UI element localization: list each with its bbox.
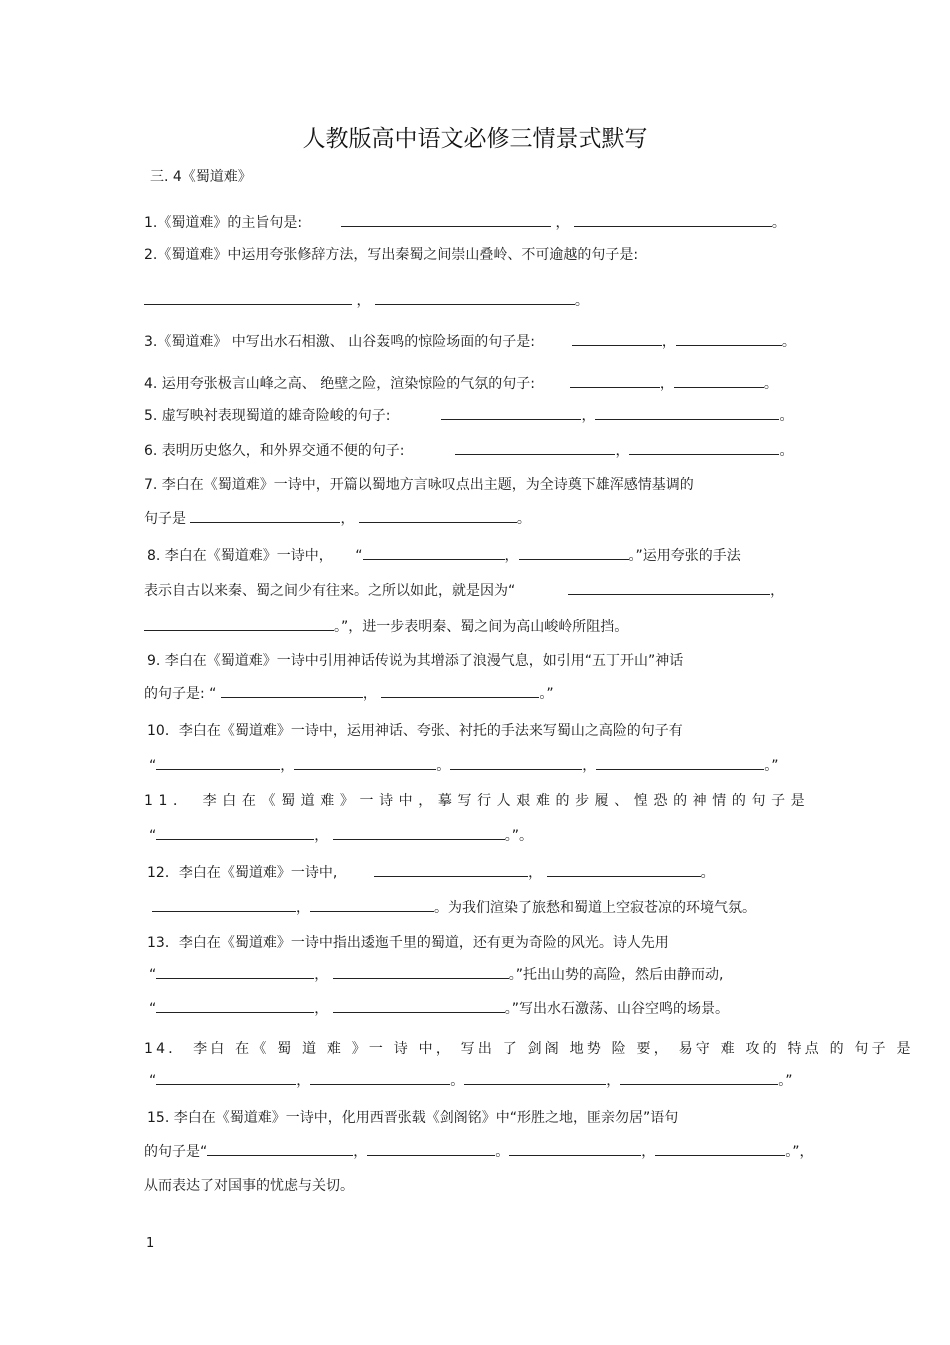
question-text: 。为我们渲染了旅愁和蜀道上空寂苍凉的环境气氛。: [434, 900, 756, 916]
punct: ，: [641, 1144, 656, 1160]
punct: ，: [504, 548, 519, 564]
punct: “: [149, 1001, 157, 1017]
punct: ，: [661, 334, 676, 350]
question-5: [144, 405, 793, 426]
answer-blank[interactable]: [547, 862, 701, 877]
question-10-answers: [144, 755, 779, 776]
punct: ，: [581, 408, 596, 424]
question-text: 7. 李白在《蜀道难》一诗中，开篇以蜀地方言咏叹点出主题，为全诗奠下雄浑感情基调的: [144, 477, 694, 493]
punct: 。: [779, 408, 794, 424]
question-1: [144, 212, 786, 233]
punct: “: [149, 828, 157, 844]
punct: 。: [436, 758, 451, 774]
punct: 。”，: [785, 1144, 814, 1160]
question-text: 。”托出山势的高险，然后由静而动,: [508, 967, 724, 983]
answer-blank[interactable]: [568, 580, 770, 595]
question-7: [144, 475, 694, 495]
question-11: [144, 791, 810, 811]
punct: 。”: [539, 686, 554, 702]
question-10: [144, 721, 683, 741]
answer-blank[interactable]: [596, 755, 764, 770]
punct: 。: [771, 215, 786, 231]
answer-blank[interactable]: [570, 373, 660, 388]
answer-blank[interactable]: [450, 755, 582, 770]
question-text: 的句子是“: [144, 1144, 208, 1160]
question-3: [144, 331, 796, 352]
question-text: 11． 李白在《蜀道难》一诗中，摹写行人艰难的步履、惶恐的神情的句子是: [144, 793, 811, 809]
answer-blank[interactable]: [374, 862, 528, 877]
punct: ，: [314, 1001, 329, 1017]
question-9-answers: [144, 683, 554, 704]
question-text: 的句子是: “: [144, 686, 217, 702]
question-14-answers: [144, 1070, 793, 1091]
question-11-answers: [144, 825, 533, 846]
question-13-line2: [144, 964, 723, 985]
page-title: 人教版高中语文必修三情景式默写: [302, 126, 648, 152]
answer-blank[interactable]: [310, 897, 434, 912]
answer-blank[interactable]: [375, 290, 575, 305]
question-text: 句子是: [144, 511, 186, 527]
question-7-answers: [144, 508, 531, 529]
question-12: [144, 862, 715, 883]
question-text: 1.《蜀道难》的主旨句是:: [144, 215, 303, 231]
answer-blank[interactable]: [655, 1141, 785, 1156]
answer-blank[interactable]: [595, 405, 779, 420]
answer-blank[interactable]: [310, 1070, 450, 1085]
question-8-line3: [144, 616, 628, 637]
question-text: 2.《蜀道难》中运用夸张修辞方法，写出秦蜀之间崇山叠岭、不可逾越的句子是:: [144, 247, 639, 263]
answer-blank[interactable]: [441, 405, 581, 420]
punct: ，: [340, 511, 355, 527]
answer-blank[interactable]: [156, 825, 314, 840]
question-text: 6. 表明历史悠久，和外界交通不便的句子:: [144, 443, 405, 459]
answer-blank[interactable]: [509, 1141, 641, 1156]
question-text: 。”写出水石激荡、山谷空鸣的场景。: [504, 1001, 729, 1017]
punct: ，: [362, 686, 377, 702]
answer-blank[interactable]: [333, 825, 505, 840]
section-heading: 三. 4《蜀道难》: [150, 169, 252, 185]
question-6: [144, 440, 793, 461]
answer-blank[interactable]: [363, 545, 505, 560]
punct: ，: [356, 293, 371, 309]
question-8-line2: [144, 580, 784, 601]
punct: 。: [574, 293, 589, 309]
question-text: 表示自古以来秦、蜀之间少有往来。之所以如此，就是因为“: [144, 583, 516, 599]
question-15: [144, 1108, 678, 1128]
answer-blank[interactable]: [156, 755, 280, 770]
answer-blank[interactable]: [156, 964, 314, 979]
answer-blank[interactable]: [333, 998, 505, 1013]
answer-blank[interactable]: [455, 440, 615, 455]
punct: ，: [659, 376, 674, 392]
punct: 。”: [778, 1073, 793, 1089]
answer-blank[interactable]: [620, 1070, 778, 1085]
question-text: 14． 李白 在《 蜀 道 难 》一 诗 中， 写出 了 剑阁 地势 险 要， 易守 难 攻的 特点 的 句子 是: [144, 1041, 914, 1057]
punct: 。: [700, 865, 715, 881]
question-15-answers: [144, 1141, 814, 1162]
answer-blank[interactable]: [221, 683, 363, 698]
punct: ，: [296, 900, 310, 916]
answer-blank[interactable]: [333, 964, 509, 979]
question-text: 5. 虚写映衬表现蜀道的雄奇险峻的句子:: [144, 408, 391, 424]
answer-blank[interactable]: [156, 998, 314, 1013]
question-13-line3: [144, 998, 729, 1019]
punct: ，: [353, 1144, 368, 1160]
answer-blank[interactable]: [674, 373, 764, 388]
question-text: 15. 李白在《蜀道难》一诗中，化用西晋张载《剑阁铭》中“形胜之地，匪亲勿居”语句: [147, 1110, 679, 1126]
answer-blank[interactable]: [144, 616, 334, 631]
question-8: [144, 545, 741, 566]
question-text: 13．李白在《蜀道难》一诗中指出逶迤千里的蜀道，还有更为奇险的风光。诗人先用: [147, 935, 669, 951]
punct: ，: [555, 215, 570, 231]
punct: ，: [314, 967, 329, 983]
answer-blank[interactable]: [144, 290, 352, 305]
punct: 。: [779, 443, 794, 459]
page-number: 1: [146, 1236, 155, 1251]
answer-blank[interactable]: [676, 331, 782, 346]
question-text: 12．李白在《蜀道难》一诗中,: [147, 865, 338, 881]
answer-blank[interactable]: [152, 897, 296, 912]
punct: 。: [516, 511, 531, 527]
answer-blank[interactable]: [341, 212, 551, 227]
punct: 。”: [764, 758, 779, 774]
question-2: [144, 245, 638, 265]
punct: ，: [606, 1073, 621, 1089]
question-13: [144, 933, 669, 953]
question-text: 。”运用夸张的手法: [628, 548, 741, 564]
answer-blank[interactable]: [574, 212, 772, 227]
punct: ，: [582, 758, 597, 774]
punct: “: [149, 758, 157, 774]
question-text: 。”，进一步表明秦、蜀之间为高山峻岭所阻挡。: [334, 619, 629, 635]
question-12-line2: [144, 897, 756, 918]
punct: ，: [528, 865, 543, 881]
answer-blank[interactable]: [629, 440, 779, 455]
punct: ，: [314, 828, 329, 844]
punct: “: [149, 967, 157, 983]
answer-blank[interactable]: [381, 683, 539, 698]
answer-blank[interactable]: [367, 1141, 495, 1156]
punct: ，: [280, 758, 295, 774]
answer-blank[interactable]: [359, 508, 517, 523]
answer-blank[interactable]: [519, 545, 629, 560]
answer-blank[interactable]: [294, 755, 436, 770]
answer-blank[interactable]: [207, 1141, 353, 1156]
punct: ，: [770, 583, 785, 599]
question-text: 4. 运用夸张极言山峰之高、 绝壁之险，渲染惊险的气氛的句子:: [144, 376, 535, 392]
answer-blank[interactable]: [572, 331, 662, 346]
question-text: 从而表达了对国事的忧虑与关切。: [144, 1178, 354, 1194]
punct: 。: [763, 376, 778, 392]
question-9: [144, 651, 683, 671]
answer-blank[interactable]: [464, 1070, 606, 1085]
punct: 。: [450, 1073, 465, 1089]
punct: 。: [495, 1144, 510, 1160]
question-text: 9. 李白在《蜀道难》一诗中引用神话传说为其增添了浪漫气息，如引用“五丁开山”神话: [147, 653, 684, 669]
question-text: 10．李白在《蜀道难》一诗中，运用神话、夸张、衬托的手法来写蜀山之高险的句子有: [147, 723, 683, 739]
answer-blank[interactable]: [190, 508, 340, 523]
question-14: [144, 1039, 914, 1059]
answer-blank[interactable]: [156, 1070, 296, 1085]
punct: “: [355, 548, 363, 564]
punct: 。: [781, 334, 796, 350]
question-15-line3: [144, 1176, 354, 1196]
question-2-answers: [144, 290, 589, 311]
question-text: 3.《蜀道难》 中写出水石相激、 山谷轰鸣的惊险场面的句子是:: [144, 334, 535, 350]
punct: “: [149, 1073, 157, 1089]
question-text: 8. 李白在《蜀道难》一诗中，: [147, 548, 333, 564]
punct: 。”。: [504, 828, 533, 844]
punct: ，: [296, 1073, 311, 1089]
question-4: [144, 373, 778, 394]
punct: ，: [615, 443, 630, 459]
